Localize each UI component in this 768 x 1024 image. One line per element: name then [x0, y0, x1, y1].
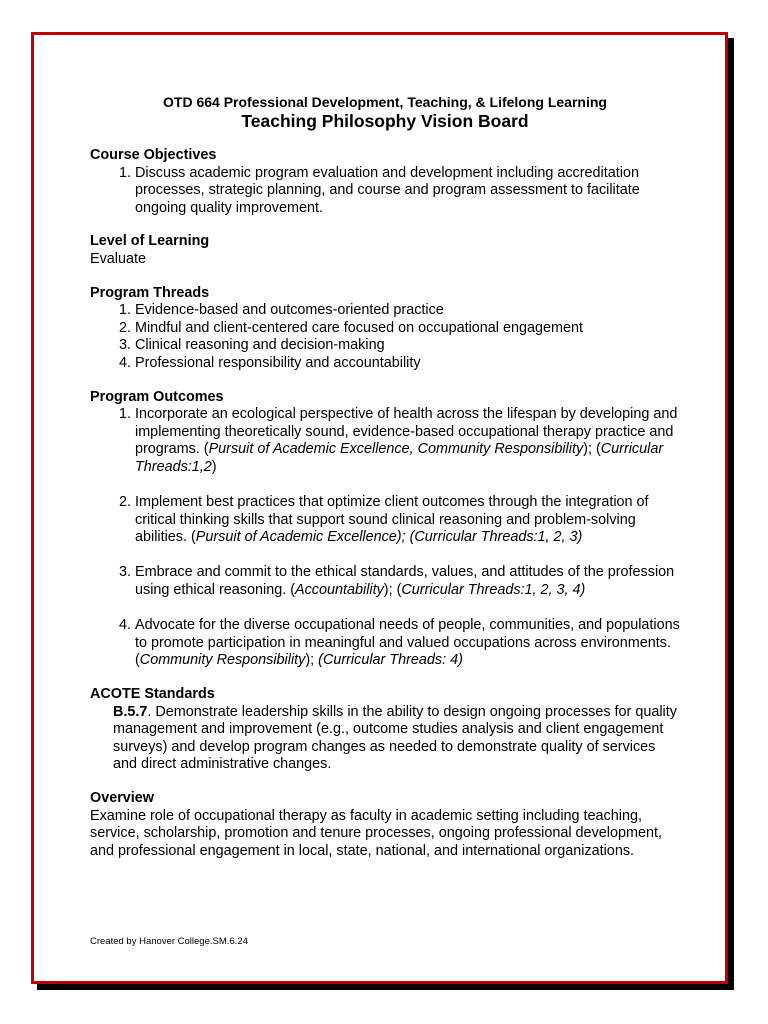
list-item: 1. Discuss academic program evaluation and development including accreditation processes, strategic planning, and course and program assessment to facilitate ongoing quality improvement. [135, 165, 680, 218]
acote-standards-heading: ACOTE Standards [90, 686, 215, 703]
list-item: 2. Implement best practices that optimize client outcomes through the integration of critical thinking skills that support sound clinical reasoning and problem-solving abilities. (Pursuit of Academic Excellence); (Curricular Threads:1, 2, 3) [135, 494, 680, 547]
document-title: Teaching Philosophy Vision Board [241, 111, 529, 131]
standard-code: B.5.7 [113, 703, 148, 720]
overview-text: Examine role of occupational therapy as faculty in academic setting including teaching, service, scholarship, promotion and tenure processes, ongoing professional development, and professional engagement in local, state, national, and international organizations. [90, 807, 662, 859]
course-objectives-section [90, 147, 680, 217]
level-of-learning-value: Evaluate [90, 250, 147, 267]
program-outcomes-list [90, 406, 680, 670]
course-title: OTD 664 Professional Development, Teaching, & Lifelong Learning [163, 94, 607, 110]
program-outcomes-heading: Program Outcomes [90, 388, 224, 405]
overview-heading: Overview [90, 790, 154, 806]
acote-standard-text: B.5.7. Demonstrate leadership skills in the ability to design ongoing processes for quality management and improvement (e.g., outcome studies analysis and client engagement surveys) and develop program changes as needed to demonstrate quality of services and direct administrative changes. [113, 703, 677, 773]
document-body [90, 94, 680, 876]
level-of-learning-section [90, 233, 680, 268]
program-threads-section [90, 285, 680, 373]
list-item: 1. Evidence-based and outcomes-oriented practice [135, 302, 680, 320]
footer-credit: Created by Hanover College.SM.6.24 [90, 936, 248, 947]
list-item: 2. Mindful and client-centered care focused on occupational engagement [135, 320, 680, 338]
course-objectives-list [90, 165, 680, 218]
list-item: 3. Embrace and commit to the ethical standards, values, and attitudes of the profession using ethical reasoning. (Accountability); (Curricular Threads:1, 2, 3, 4) [135, 564, 680, 599]
program-outcomes-section [90, 389, 680, 671]
list-item: 4. Professional responsibility and accountability [135, 355, 680, 373]
level-of-learning-heading: Level of Learning [90, 233, 210, 250]
list-item: 4. Advocate for the diverse occupational needs of people, communities, and populations to promote participation in meaningful and valued occupations across environments. (Community Responsibility); (Curricular Threads: 4) [135, 617, 680, 670]
list-item: 1. Incorporate an ecological perspective of health across the lifespan by developing and implementing theoretically sound, evidence-based occupational therapy practice and programs. (Pursuit of Academic Excellence, Community Responsibility); (Curricular Threads:1,2) [135, 406, 680, 476]
list-item: 3. Clinical reasoning and decision-making [135, 337, 680, 355]
overview-section [90, 790, 680, 860]
acote-standards-section [90, 686, 680, 774]
program-threads-list [90, 302, 680, 372]
course-objectives-heading: Course Objectives [90, 147, 217, 163]
program-threads-heading: Program Threads [90, 284, 210, 301]
